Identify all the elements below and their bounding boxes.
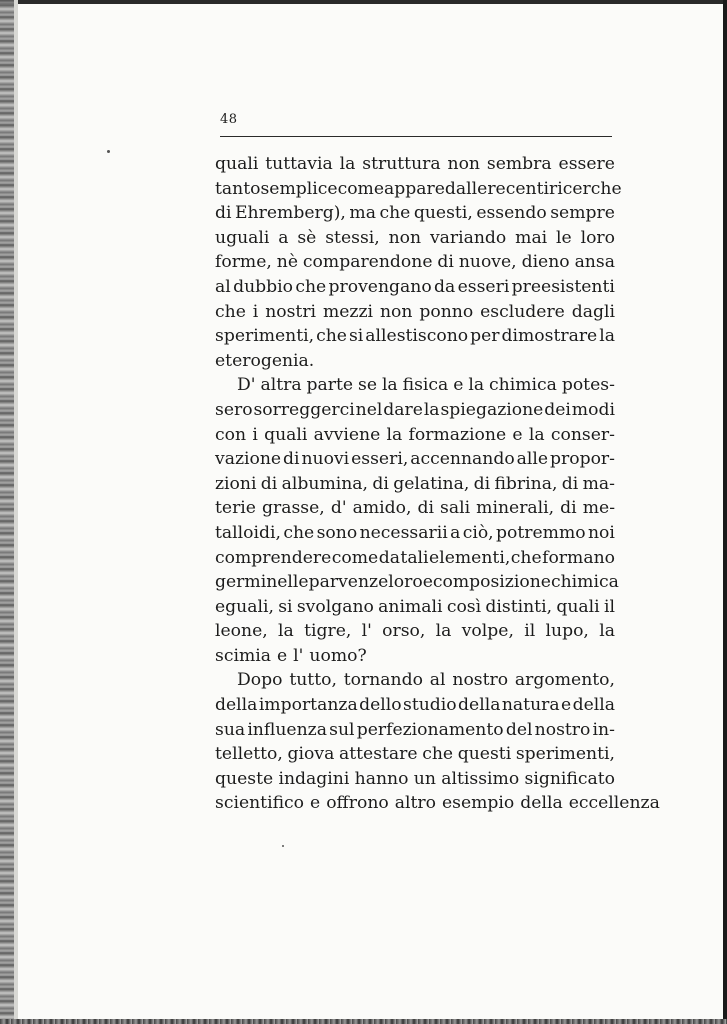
text-line: vazione di nuovi esseri, accennando alle propor- [215,449,615,470]
text-line: uguali a sè stessi, non variando mai le loro [215,227,615,248]
text-line: sua influenza sul perfezionamento del nostro in- [215,719,615,740]
text-line: eguali, si svolgano animali così distinti, quali il [215,596,615,617]
text-line: quali tuttavia la struttura non sembra essere [215,154,615,174]
text-line: talloidi, che sono necessarii a ciò, potremmo noi [215,522,615,543]
text-line: comprendere come da tali elementi, che formano [215,547,615,568]
text-line: leone, la tigre, l' orso, la volpe, il lupo, la [215,621,615,642]
text-line: forme, nè comparendone di nuove, dieno ansa [215,252,615,273]
paragraph [215,373,619,668]
text-line: di Ehremberg), ma che questi, essendo sempre [215,203,615,224]
scan-edge-right [723,0,727,1024]
body-text [215,152,660,816]
text-line: germi nelle parvenze loro e composizione chimica [215,572,619,593]
text-line: sero sorreggerci nel dare la spiegazione dei modi [215,399,615,420]
text-line: queste indagini hanno un altissimo significato [215,768,615,789]
text-line: sperimenti, che si allestiscono per dimostrare la [215,326,615,347]
text-line: scientifico e offrono altro esempio della eccellenza [215,793,660,814]
paragraph [215,152,622,373]
scan-edge-bottom [0,1019,727,1024]
text-line: con i quali avviene la formazione e la conser- [215,424,615,445]
text-line: eterogenia. [215,350,315,371]
text-line: della importanza dello studio della natura e della [215,695,615,716]
paragraph [215,668,660,816]
text-line: al dubbio che provengano da esseri preesistenti [215,276,615,297]
text-line: scimia e l' uomo? [215,645,367,666]
scan-edge-left [0,0,14,1024]
text-line: D' altra parte se la fisica e la chimica potes- [237,375,615,396]
text-line: telletto, giova attestare che questi sperimenti, [215,744,615,765]
text-line: tanto semplice come appare dalle recenti ricerche [215,178,622,199]
text-line: Dopo tutto, tornando al nostro argomento, [237,670,615,691]
scan-speck [107,150,110,153]
header-rule [220,136,612,137]
text-line: che i nostri mezzi non ponno escludere dagli [215,301,615,322]
page-number: 48 [220,112,238,127]
text-line: zioni di albumina, di gelatina, di fibrina, di ma- [215,473,615,494]
scan-speck [282,845,284,847]
scan-edge-left-inner [14,0,18,1024]
scan-edge-top [0,0,727,4]
text-line: terie grasse, d' amido, di sali minerali, di me- [215,498,615,519]
